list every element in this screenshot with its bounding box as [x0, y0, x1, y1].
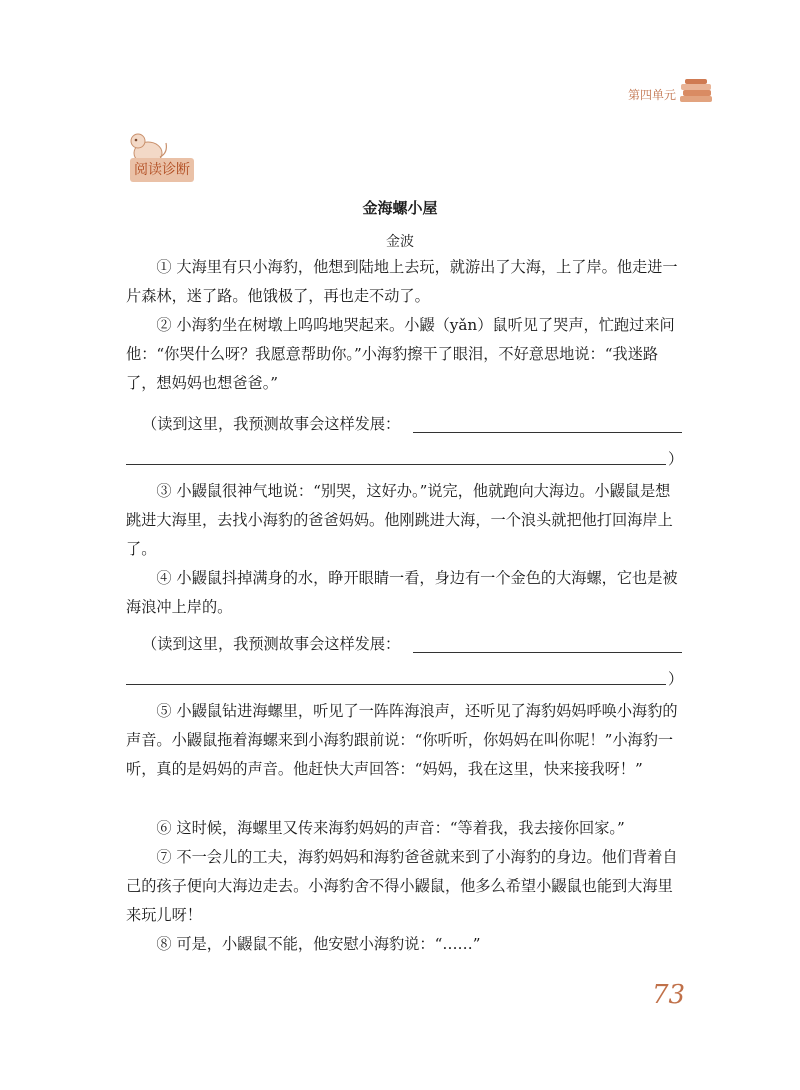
stacked-books-icon [676, 78, 716, 106]
answer-blank-line[interactable] [413, 432, 682, 433]
prediction-prompt-text: （读到这里，我预测故事会这样发展： [142, 415, 401, 433]
prediction-prompt-2 [142, 632, 682, 656]
close-paren: ） [668, 670, 684, 688]
paragraph-1: ① 大海里有只小海豹，他想到陆地上去玩，就游出了大海，上了岸。他走进一片森林，迷了路。他饿极了，再也走不动了。 [126, 258, 678, 305]
unit-label: 第四单元 [628, 88, 677, 102]
close-paren: ） [668, 450, 684, 468]
paragraph-2: ② 小海豹坐在树墩上呜呜地哭起来。小鼹（yǎn）鼠听见了哭声，忙跑过来问他：“你哭什么呀？我愿意帮助你。”小海豹擦干了眼泪，不好意思地说：“我迷路了，想妈妈也想爸爸。” [126, 316, 675, 392]
prediction-prompt-text: （读到这里，我预测故事会这样发展： [142, 635, 401, 653]
answer-blank-line[interactable] [126, 684, 666, 685]
paragraph-8: ⑧ 可是，小鼹鼠不能，他安慰小海豹说：“……” [156, 935, 481, 953]
paragraph-4: ④ 小鼹鼠抖掉满身的水，睁开眼睛一看，身边有一个金色的大海螺，它也是被海浪冲上岸的。 [126, 569, 678, 616]
story-author: 金波 [386, 234, 414, 250]
paragraph-3: ③ 小鼹鼠很神气地说：“别哭，这好办。”说完，他就跑向大海边。小鼹鼠是想跳进大海里，去找小海豹的爸爸妈妈。他刚跳进大海，一个浪头就把他打回海岸上了。 [126, 482, 673, 558]
story-title: 金海螺小屋 [362, 199, 438, 217]
paragraph-5: ⑤ 小鼹鼠钻进海螺里，听见了一阵阵海浪声，还听见了海豹妈妈呼唤小海豹的声音。小鼹鼠拖着海螺来到小海豹跟前说：“你听听，你妈妈在叫你呢！”小海豹一听，真的是妈妈的声音。他赶快大声回答：“妈妈，我在这里，快来接我呀！” [126, 702, 678, 778]
paragraph-7: ⑦ 不一会儿的工夫，海豹妈妈和海豹爸爸就来到了小海豹的身边。他们背着自己的孩子便向大海边走去。小海豹舍不得小鼹鼠，他多么希望小鼹鼠也能到大海里来玩儿呀！ [126, 848, 678, 924]
paragraph-6: ⑥ 这时候，海螺里又传来海豹妈妈的声音：“等着我，我去接你回家。” [156, 819, 625, 837]
section-badge: 阅读诊断 [130, 158, 194, 182]
answer-blank-line[interactable] [413, 652, 682, 653]
page-number: 73 [652, 980, 686, 1010]
answer-blank-line[interactable] [126, 464, 666, 465]
prediction-prompt-1 [142, 412, 682, 436]
